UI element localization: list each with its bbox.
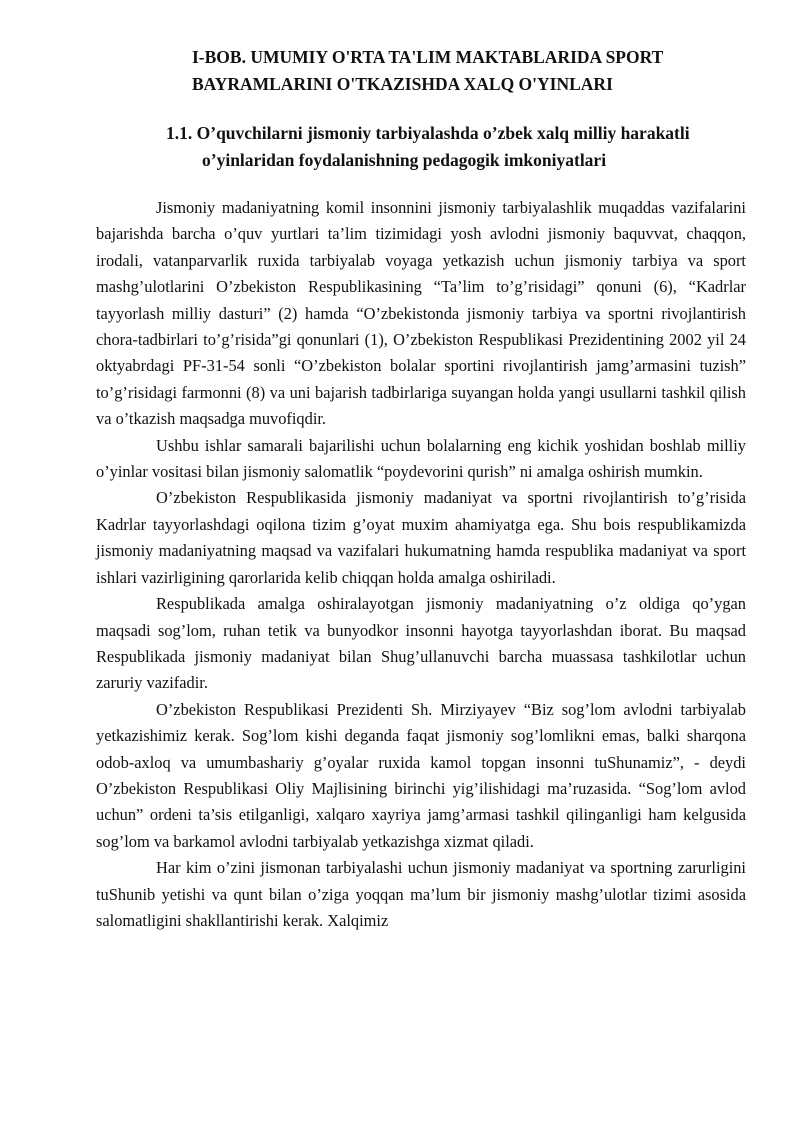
paragraph: O’zbekiston Respublikasida jismoniy madaniyat va sportni rivojlantirish to’g’risida Kadrlar tayyorlashdagi oqilona tizim g’oyat muxim ahamiyatga ega. Shu bois respublikamizda jismoniy madaniyatning maqsad va vazifalari hukumatning hamda respublika madaniyat va sport ishlari vazirligining qarorlarida kelib chiqqan holda amalga oshiriladi. [96,488,746,587]
chapter-title-line-2: BAYRAMLARINI O'TKAZISHDA XALQ O'YINLARI [192,74,613,94]
chapter-title [150,44,750,98]
paragraph: Har kim o’zini jismonan tarbiyalashi uchun jismoniy madaniyat va sportning zarurligini tuShunib yetishi va qunt bilan o’ziga yoqqan ma’lum bir jismoniy mashg’ulotlar tizimi asosida salomatligini shakllantirishi kerak. Xalqimiz [96,858,746,930]
section-title-line-2: o’yinlaridan foydalanishning pedagogik imkoniyatlari [202,150,607,170]
section-title-line-1: 1.1. O’quvchilarni jismoniy tarbiyalashda o’zbek xalq milliy harakatli [166,123,690,143]
paragraph: Ushbu ishlar samarali bajarilishi uchun bolalarning eng kichik yoshidan boshlab milliy o’yinlar vositasi bilan jismoniy salomatlik “poydevorini qurish” ni amalga oshirish mumkin. [96,435,746,482]
paragraph: O’zbekiston Respublikasi Prezidenti Sh. Mirziyayev “Biz sog’lom avlodni tarbiyalab yetkazishimiz kerak. Sog’lom kishi deganda faqat jismoniy sog’lomlikni emas, balki sharqona odob-axloq va umumbashariy g’oyalar ruxida kamol topgan insonni tuShunamiz”, - deydi O’zbekiston Respublikasi Oliy Majlisining birinchi yig’ilishidagi ma’ruzasida. “Sog’lom avlod uchun” ordeni ta’sis etilganligi, xalqaro xayriya jamg’armasi tashkil qilinganligi ham kelgusida sog’lom va barkamol avlodni tarbiyalab yetkazishga xizmat qiladi. [96,699,746,851]
body-text [96,195,746,934]
paragraph: Jismoniy madaniyatning komil insonnini jismoniy tarbiyalashlik muqaddas vazifalarini bajarishda barcha o’quv yurtlari ta’lim tizimidagi yosh avlodni jismoniy baquvvat, chaqqon, irodali, vatanparvarlik ruxida tarbiyalab voyaga yetkazish uchun jismoniy tarbiya va sport mashg’ulotlarini O’zbekiston Respublikasining “Ta’lim to’g’risidagi” qonuni (6), “Kadrlar tayyorlash milliy dasturi” (2) hamda “O’zbekistonda jismoniy tarbiya va sportni rivojlantirish chora-tadbirlari to’g’risida”gi qonunlari (1), O’zbekiston Respublikasi Prezidentining 2002 yil 24 oktyabrdagi PF-31-54 sonli “O’zbekiston bolalar sportini rivojlantirish jamg’armasini tuzish” to’g’risidagi farmonni (8) va uni bajarish tadbirlariga suyangan holda yangi usullarni tashkil qilish va o’tkazish maqsadga muvofiqdir. [96,198,746,429]
paragraph: Respublikada amalga oshiralayotgan jismoniy madaniyatning o’z oldiga qo’ygan maqsadi sog’lom, ruhan tetik va bunyodkor insonni hayotga tayyorlashdan iborat. Bu maqsad Respublikada jismoniy madaniyat bilan Shug’ullanuvchi barcha muassasa tashkilotlar uchun zaruriy vazifadir. [96,594,746,693]
chapter-title-line-1: I-BOB. UMUMIY O'RTA TA'LIM MAKTABLARIDA SPORT [192,47,664,67]
section-title [160,120,760,174]
